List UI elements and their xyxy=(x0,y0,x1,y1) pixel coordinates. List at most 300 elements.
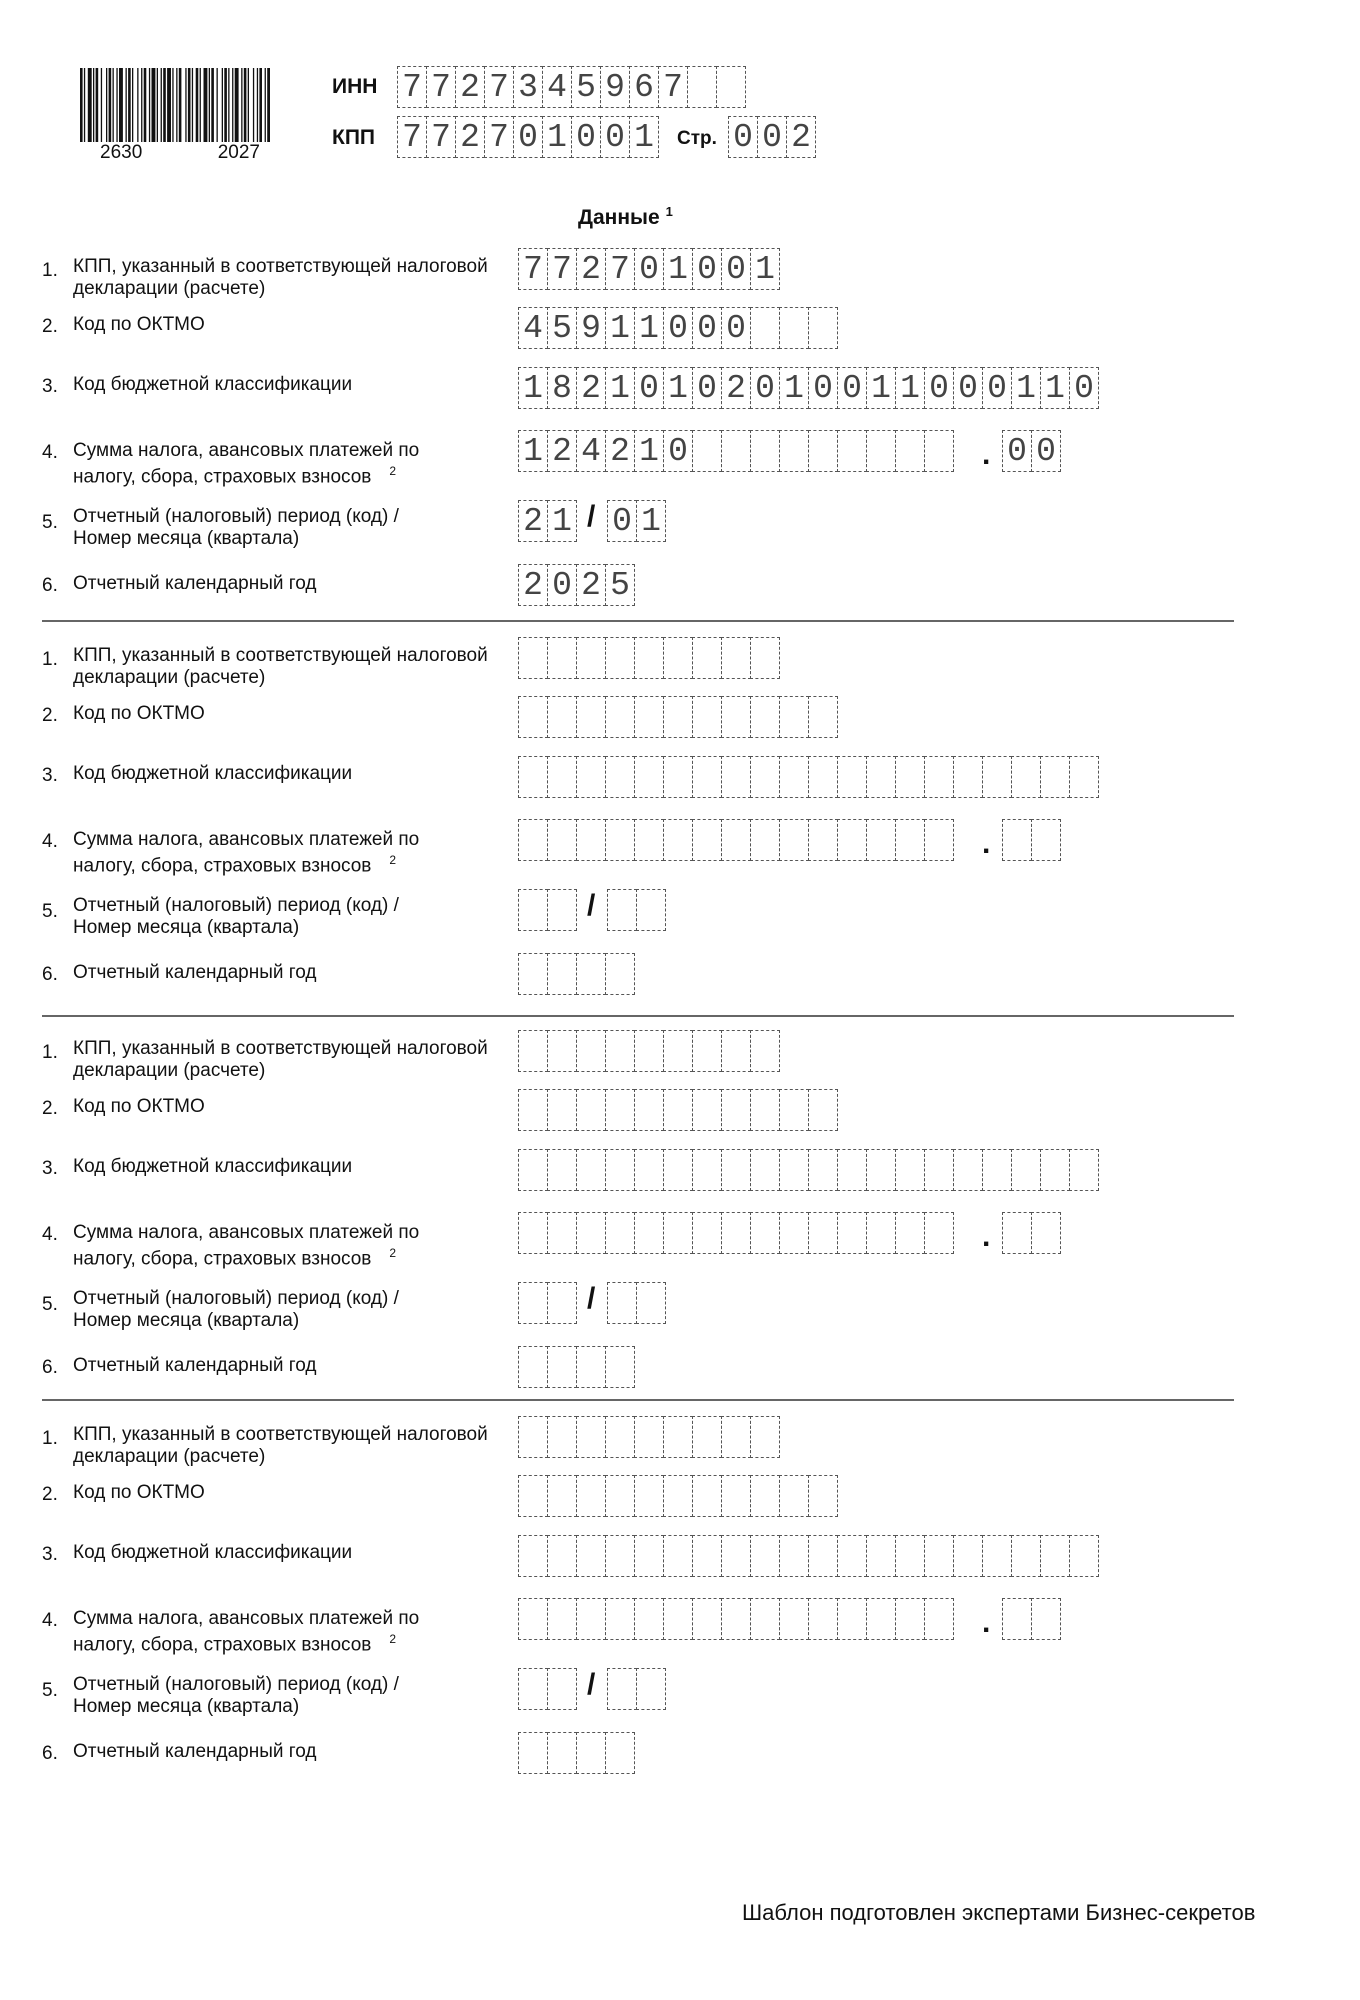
period-row-label xyxy=(73,1288,399,1332)
barcode-bar xyxy=(192,68,193,142)
char-cell xyxy=(634,696,664,738)
sum-row-label-line: Сумма налога, авансовых платежей по xyxy=(73,1608,420,1628)
sum-row-label-text: налогу, сбора, страховых взносов xyxy=(73,1248,372,1270)
char-cell: 1 xyxy=(1011,367,1041,409)
char-cell xyxy=(692,1149,722,1191)
char-cell: 7 xyxy=(397,66,427,108)
char-cell xyxy=(953,1149,983,1191)
char-cell xyxy=(895,1212,925,1254)
char-cell xyxy=(866,1212,896,1254)
char-cell xyxy=(518,1598,548,1640)
char-cell xyxy=(1069,756,1099,798)
period-row-label-line: Номер месяца (квартала) xyxy=(73,1696,300,1717)
year-cells[interactable] xyxy=(518,953,634,995)
row-number: 1. xyxy=(42,649,58,670)
char-cell xyxy=(895,1598,925,1640)
kpp-row-label-line: декларации (расчете) xyxy=(73,667,266,688)
char-cell: 1 xyxy=(663,367,693,409)
char-cell xyxy=(1040,1535,1070,1577)
year-row-label: Отчетный календарный год xyxy=(73,1741,317,1762)
kpp-row-label xyxy=(73,645,488,689)
char-cell xyxy=(518,756,548,798)
char-cell xyxy=(1069,1149,1099,1191)
oktmo-row-label: Код по ОКТМО xyxy=(73,1482,205,1503)
char-cell: 9 xyxy=(600,66,630,108)
period-row-label xyxy=(73,506,399,550)
sum-integer-cells[interactable] xyxy=(518,1598,953,1640)
month-number-cells[interactable] xyxy=(607,1282,665,1324)
char-cell xyxy=(663,1149,693,1191)
kpp-row-label-line: декларации (расчете) xyxy=(73,1446,266,1467)
char-cell xyxy=(692,1089,722,1131)
char-cell xyxy=(605,1346,635,1388)
char-cell: 0 xyxy=(513,116,543,158)
char-cell xyxy=(837,1598,867,1640)
char-cell xyxy=(576,1416,606,1458)
char-cell xyxy=(779,1089,809,1131)
kpp-cells[interactable] xyxy=(518,248,779,290)
barcode-bar xyxy=(163,68,166,142)
decimal-separator: . xyxy=(982,827,991,860)
barcode-bar xyxy=(141,68,142,142)
char-cell: 0 xyxy=(721,248,751,290)
oktmo-cells[interactable] xyxy=(518,696,837,738)
char-cell xyxy=(605,1598,635,1640)
sum-decimal-cells[interactable] xyxy=(1002,1598,1060,1640)
kbk-row-label: Код бюджетной классификации xyxy=(73,763,353,784)
char-cell xyxy=(547,1535,577,1577)
char-cell xyxy=(721,1535,751,1577)
block-divider xyxy=(42,1015,1234,1017)
char-cell xyxy=(1002,1598,1032,1640)
oktmo-cells[interactable] xyxy=(518,1089,837,1131)
char-cell: 1 xyxy=(1040,367,1070,409)
char-cell xyxy=(547,1475,577,1517)
barcode-bar xyxy=(80,68,83,142)
char-cell xyxy=(924,430,954,472)
barcode-number-right: 2027 xyxy=(217,142,260,163)
char-cell xyxy=(750,430,780,472)
char-cell xyxy=(1002,819,1032,861)
period-row-label-line: Отчетный (налоговый) период (код) / xyxy=(73,1288,399,1309)
char-cell xyxy=(576,819,606,861)
year-cells[interactable] xyxy=(518,1732,634,1774)
month-number-cells[interactable] xyxy=(607,500,665,542)
char-cell: 7 xyxy=(658,66,688,108)
kpp-row-label-line: КПП, указанный в соответствующей налоговой xyxy=(73,1038,488,1059)
period-separator: / xyxy=(587,1668,596,1701)
barcode-bar xyxy=(144,68,147,142)
char-cell xyxy=(663,1416,693,1458)
barcode-bar xyxy=(200,68,201,142)
char-cell xyxy=(750,696,780,738)
char-cell xyxy=(547,1732,577,1774)
char-cell xyxy=(518,1089,548,1131)
char-cell: 0 xyxy=(692,307,722,349)
period-code-cells[interactable] xyxy=(518,889,576,931)
row-number: 5. xyxy=(42,1294,58,1315)
decimal-separator: . xyxy=(982,1606,991,1639)
char-cell xyxy=(721,1475,751,1517)
char-cell xyxy=(721,1149,751,1191)
char-cell xyxy=(547,637,577,679)
char-cell xyxy=(808,1212,838,1254)
char-cell: 0 xyxy=(982,367,1012,409)
row-number: 1. xyxy=(42,1428,58,1449)
sum-decimal-cells[interactable] xyxy=(1002,1212,1060,1254)
barcode-bar xyxy=(222,68,223,142)
barcode-bar xyxy=(109,68,112,142)
char-cell: 0 xyxy=(607,500,637,542)
char-cell: 5 xyxy=(547,307,577,349)
char-cell xyxy=(866,756,896,798)
char-cell xyxy=(607,1668,637,1710)
char-cell xyxy=(895,819,925,861)
char-cell: 7 xyxy=(484,116,514,158)
row-number: 2. xyxy=(42,1098,58,1119)
char-cell xyxy=(547,1030,577,1072)
char-cell: 2 xyxy=(455,116,485,158)
char-cell xyxy=(750,1598,780,1640)
char-cell xyxy=(924,756,954,798)
char-cell xyxy=(750,1149,780,1191)
char-cell: 0 xyxy=(571,116,601,158)
sum-row-footnote: 2 xyxy=(389,1246,397,1260)
barcode-bar xyxy=(248,68,249,142)
oktmo-cells[interactable] xyxy=(518,1475,837,1517)
row-number: 4. xyxy=(42,442,58,463)
sum-integer-cells[interactable] xyxy=(518,1212,953,1254)
char-cell: 0 xyxy=(721,307,751,349)
char-cell xyxy=(808,819,838,861)
char-cell xyxy=(605,1089,635,1131)
char-cell xyxy=(576,1149,606,1191)
kpp-row-label xyxy=(73,1038,488,1082)
char-cell xyxy=(636,1668,666,1710)
sum-integer-cells[interactable] xyxy=(518,819,953,861)
char-cell xyxy=(605,1535,635,1577)
barcode-bar xyxy=(137,68,138,142)
char-cell xyxy=(895,430,925,472)
char-cell xyxy=(837,756,867,798)
char-cell xyxy=(779,1475,809,1517)
char-cell xyxy=(663,1535,693,1577)
period-code-cells[interactable] xyxy=(518,1282,576,1324)
char-cell xyxy=(779,696,809,738)
char-cell xyxy=(634,637,664,679)
barcode-bar xyxy=(253,68,254,142)
char-cell xyxy=(895,756,925,798)
char-cell xyxy=(634,1598,664,1640)
char-cell xyxy=(605,1732,635,1774)
char-cell xyxy=(721,1030,751,1072)
char-cell xyxy=(837,1212,867,1254)
period-separator: / xyxy=(587,1282,596,1315)
sum-row-label-line: Сумма налога, авансовых платежей по xyxy=(73,1222,420,1242)
char-cell xyxy=(518,1346,548,1388)
char-cell xyxy=(576,1089,606,1131)
char-cell xyxy=(547,1149,577,1191)
inn-field[interactable] xyxy=(397,66,745,108)
kpp-cells[interactable] xyxy=(518,1416,779,1458)
char-cell xyxy=(663,1030,693,1072)
barcode-bar xyxy=(185,68,186,142)
char-cell xyxy=(547,889,577,931)
char-cell xyxy=(808,1089,838,1131)
char-cell xyxy=(576,696,606,738)
char-cell: 1 xyxy=(542,116,572,158)
char-cell xyxy=(779,819,809,861)
month-number-cells[interactable] xyxy=(607,889,665,931)
char-cell: 2 xyxy=(518,564,548,606)
year-cells[interactable] xyxy=(518,564,634,606)
char-cell: 0 xyxy=(634,367,664,409)
char-cell xyxy=(750,756,780,798)
char-cell xyxy=(663,1475,693,1517)
period-row-label xyxy=(73,895,399,939)
oktmo-cells[interactable] xyxy=(518,307,837,349)
char-cell: 2 xyxy=(518,500,548,542)
char-cell xyxy=(924,1535,954,1577)
char-cell xyxy=(721,1212,751,1254)
char-cell: 0 xyxy=(757,116,787,158)
char-cell xyxy=(547,1346,577,1388)
barcode-bar xyxy=(257,68,258,142)
sum-row-footnote: 2 xyxy=(389,1632,397,1646)
period-row-label-line: Номер месяца (квартала) xyxy=(73,1310,300,1331)
char-cell: 4 xyxy=(576,430,606,472)
row-number: 4. xyxy=(42,1224,58,1245)
char-cell: 0 xyxy=(750,367,780,409)
char-cell: 6 xyxy=(629,66,659,108)
char-cell xyxy=(547,1089,577,1131)
kpp-cells[interactable] xyxy=(518,637,779,679)
kbk-cells[interactable] xyxy=(518,367,1098,409)
char-cell xyxy=(605,756,635,798)
char-cell: 0 xyxy=(953,367,983,409)
char-cell: 0 xyxy=(1002,430,1032,472)
char-cell xyxy=(576,1030,606,1072)
char-cell xyxy=(518,1212,548,1254)
char-cell xyxy=(518,1030,548,1072)
kbk-cells[interactable] xyxy=(518,1535,1098,1577)
char-cell: 2 xyxy=(547,430,577,472)
inn-label: ИНН xyxy=(332,75,378,98)
period-code-cells[interactable] xyxy=(518,500,576,542)
char-cell xyxy=(605,953,635,995)
char-cell xyxy=(837,1149,867,1191)
sum-row-label-line: Сумма налога, авансовых платежей по xyxy=(73,440,420,460)
char-cell xyxy=(808,1149,838,1191)
char-cell xyxy=(982,1149,1012,1191)
char-cell xyxy=(663,756,693,798)
barcode-bar xyxy=(149,68,150,142)
char-cell xyxy=(576,1535,606,1577)
char-cell: 0 xyxy=(634,248,664,290)
sum-row-label xyxy=(73,1608,419,1656)
char-cell: 7 xyxy=(397,116,427,158)
char-cell xyxy=(750,1416,780,1458)
char-cell xyxy=(605,1475,635,1517)
char-cell xyxy=(779,307,809,349)
char-cell xyxy=(721,696,751,738)
barcode-bar xyxy=(172,68,173,142)
char-cell: 1 xyxy=(663,248,693,290)
char-cell xyxy=(636,1282,666,1324)
char-cell: 1 xyxy=(779,367,809,409)
barcode-bar xyxy=(211,68,214,142)
char-cell xyxy=(750,1475,780,1517)
row-number: 3. xyxy=(42,376,58,397)
row-number: 3. xyxy=(42,1544,58,1565)
char-cell xyxy=(895,1535,925,1577)
char-cell xyxy=(607,889,637,931)
decimal-separator: . xyxy=(982,1220,991,1253)
char-cell xyxy=(634,1030,664,1072)
barcode-bar xyxy=(265,68,266,142)
kpp-cells[interactable] xyxy=(518,1030,779,1072)
char-cell xyxy=(716,66,746,108)
char-cell xyxy=(808,1598,838,1640)
kpp-row-label-line: КПП, указанный в соответствующей налоговой xyxy=(73,645,488,666)
kbk-cells[interactable] xyxy=(518,1149,1098,1191)
char-cell xyxy=(547,1668,577,1710)
year-cells[interactable] xyxy=(518,1346,634,1388)
char-cell xyxy=(982,756,1012,798)
char-cell xyxy=(1011,1149,1041,1191)
row-number: 1. xyxy=(42,1042,58,1063)
sum-decimal-cells[interactable] xyxy=(1002,430,1060,472)
char-cell xyxy=(750,1089,780,1131)
char-cell: 0 xyxy=(728,116,758,158)
barcode-bar xyxy=(232,68,233,142)
barcode-number xyxy=(100,142,260,164)
sum-decimal-cells[interactable] xyxy=(1002,819,1060,861)
char-cell: 1 xyxy=(547,500,577,542)
month-number-cells[interactable] xyxy=(607,1668,665,1710)
page-number-field[interactable] xyxy=(728,116,815,158)
char-cell: 8 xyxy=(547,367,577,409)
char-cell: 1 xyxy=(629,116,659,158)
row-number: 2. xyxy=(42,705,58,726)
char-cell xyxy=(866,1149,896,1191)
char-cell: 7 xyxy=(547,248,577,290)
char-cell xyxy=(663,819,693,861)
char-cell: 2 xyxy=(576,564,606,606)
char-cell xyxy=(750,1535,780,1577)
kbk-row-label: Код бюджетной классификации xyxy=(73,1156,353,1177)
sum-row-label-text: налогу, сбора, страховых взносов xyxy=(73,466,372,488)
char-cell xyxy=(837,430,867,472)
footer-note: Шаблон подготовлен экспертами Бизнес-секретов xyxy=(742,1900,1256,1925)
char-cell: 0 xyxy=(808,367,838,409)
char-cell xyxy=(866,1535,896,1577)
char-cell xyxy=(779,1149,809,1191)
char-cell: 4 xyxy=(518,307,548,349)
char-cell xyxy=(605,637,635,679)
barcode-bar xyxy=(161,68,162,142)
char-cell xyxy=(750,637,780,679)
kpp-field[interactable] xyxy=(397,116,658,158)
char-cell: 0 xyxy=(547,564,577,606)
char-cell xyxy=(576,1212,606,1254)
char-cell: 1 xyxy=(518,430,548,472)
barcode-bar xyxy=(204,68,208,142)
char-cell xyxy=(692,637,722,679)
char-cell xyxy=(721,637,751,679)
sum-integer-cells[interactable] xyxy=(518,430,953,472)
char-cell xyxy=(634,1149,664,1191)
barcode-bar xyxy=(241,68,242,142)
char-cell xyxy=(1031,1212,1061,1254)
period-code-cells[interactable] xyxy=(518,1668,576,1710)
char-cell xyxy=(692,1416,722,1458)
char-cell xyxy=(687,66,717,108)
barcode-number-left: 2630 xyxy=(100,142,143,163)
barcode-bar xyxy=(224,68,227,142)
char-cell xyxy=(779,430,809,472)
kbk-row-label: Код бюджетной классификации xyxy=(73,1542,353,1563)
period-row-label-line: Отчетный (налоговый) период (код) / xyxy=(73,895,399,916)
char-cell: 1 xyxy=(518,367,548,409)
char-cell xyxy=(895,1149,925,1191)
char-cell xyxy=(924,819,954,861)
char-cell: 1 xyxy=(750,248,780,290)
char-cell: 0 xyxy=(663,430,693,472)
year-row-label: Отчетный календарный год xyxy=(73,573,317,594)
barcode-bar xyxy=(132,68,133,142)
char-cell xyxy=(518,889,548,931)
char-cell xyxy=(636,889,666,931)
char-cell xyxy=(953,756,983,798)
char-cell xyxy=(924,1598,954,1640)
char-cell: 4 xyxy=(542,66,572,108)
char-cell xyxy=(721,1089,751,1131)
period-separator: / xyxy=(587,500,596,533)
char-cell: 3 xyxy=(513,66,543,108)
char-cell xyxy=(663,1212,693,1254)
char-cell: 0 xyxy=(692,367,722,409)
char-cell xyxy=(518,1149,548,1191)
char-cell: 0 xyxy=(600,116,630,158)
char-cell xyxy=(634,1212,664,1254)
kpp-row-label-line: КПП, указанный в соответствующей налоговой xyxy=(73,256,488,277)
char-cell xyxy=(1002,1212,1032,1254)
char-cell: 7 xyxy=(605,248,635,290)
char-cell xyxy=(924,1212,954,1254)
row-number: 1. xyxy=(42,260,58,281)
kpp-row-label-line: декларации (расчете) xyxy=(73,278,266,299)
char-cell: 9 xyxy=(576,307,606,349)
char-cell xyxy=(518,637,548,679)
barcode-bar xyxy=(101,68,102,142)
barcode-bar xyxy=(228,68,229,142)
char-cell: 2 xyxy=(455,66,485,108)
barcode-bar xyxy=(196,68,199,142)
kbk-cells[interactable] xyxy=(518,756,1098,798)
sum-row-footnote: 2 xyxy=(389,464,397,478)
char-cell xyxy=(692,819,722,861)
decimal-separator: . xyxy=(982,438,991,471)
char-cell xyxy=(607,1282,637,1324)
oktmo-row-label: Код по ОКТМО xyxy=(73,1096,205,1117)
char-cell xyxy=(721,1598,751,1640)
char-cell xyxy=(692,756,722,798)
char-cell xyxy=(866,430,896,472)
char-cell xyxy=(953,1535,983,1577)
period-row-label-line: Отчетный (налоговый) период (код) / xyxy=(73,1674,399,1695)
sum-row-label-text: налогу, сбора, страховых взносов xyxy=(73,855,372,877)
